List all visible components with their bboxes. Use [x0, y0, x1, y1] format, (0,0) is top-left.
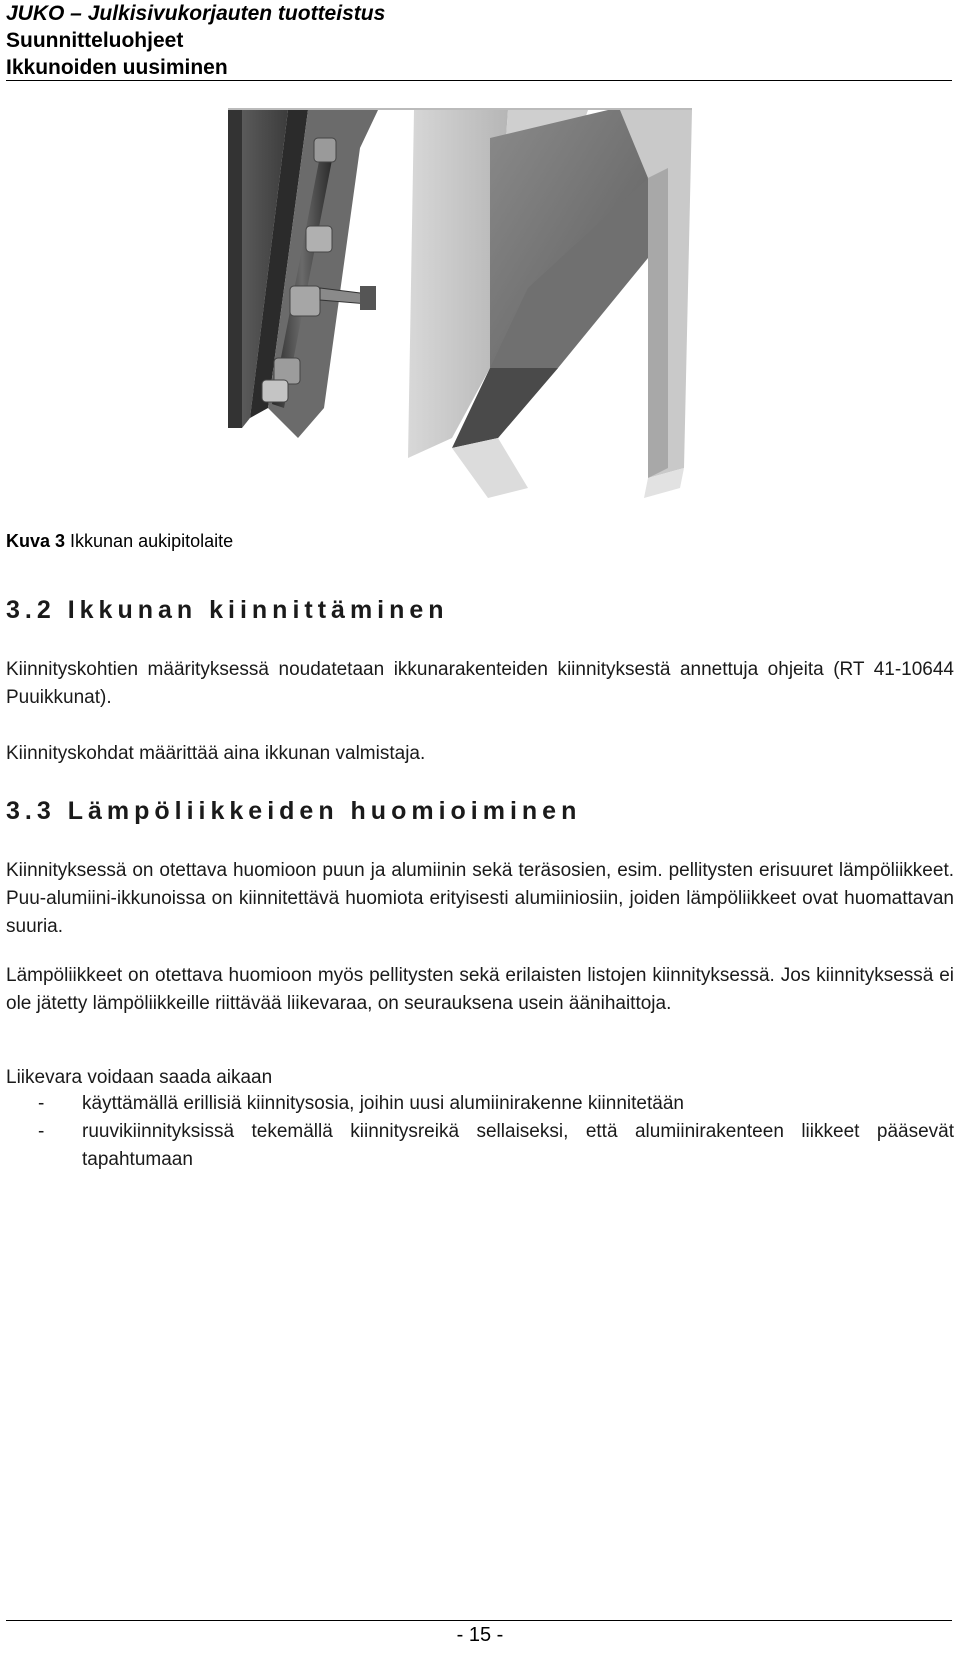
window-stay-illustration — [228, 108, 728, 508]
figure-caption — [6, 531, 233, 552]
header-divider — [6, 80, 952, 81]
page-header — [6, 0, 952, 81]
section-heading-3-3: 3.3 Lämpöliikkeiden huomioiminen — [6, 797, 582, 825]
header-doc-title: Ikkunoiden uusiminen — [6, 56, 228, 79]
liikevara-list — [6, 1090, 954, 1174]
list-bullet: - — [38, 1121, 45, 1142]
list-item-text: ruuvikiinnityksissä tekemällä kiinnitysreikä sellaiseksi, että alumiinirakenteen liikkeet pääsevät tapahtumaan — [82, 1121, 954, 1170]
section-3-3-paragraph-1: Kiinnityksessä on otettava huomioon puun ja alumiinin sekä teräsosien, esim. pellitysten erisuuret lämpöliikkeet. Puu-alumiini-ikkunoissa on kiinnitettävä huomiota erityisesti alumiiniosiin, joiden lämpöliikkeet ovat huomattavan suuria. — [6, 860, 954, 937]
footer-divider — [6, 1620, 952, 1621]
list-bullet: - — [38, 1093, 45, 1114]
header-doc-type: Suunnitteluohjeet — [6, 29, 184, 52]
header-project-title: JUKO – Julkisivukorjauten tuotteistus — [6, 2, 386, 25]
section-3-2-paragraph-2: Kiinnityskohdat määrittää aina ikkunan valmistaja. — [6, 743, 426, 764]
list-item-text: käyttämällä erillisiä kiinnitysosia, joihin uusi alumiinirakenne kiinnitetään — [82, 1093, 684, 1114]
list-item — [6, 1090, 954, 1118]
section-3-3-paragraph-3: Liikevara voidaan saada aikaan — [6, 1067, 273, 1088]
section-3-2-paragraph-1: Kiinnityskohtien määrityksessä noudatetaan ikkunarakenteiden kiinnityksestä annettuja ohjeita (RT 41-10644 Puuikkunat). — [6, 659, 954, 708]
caption-label: Kuva 3 — [6, 531, 66, 551]
section-heading-3-2: 3.2 Ikkunan kiinnittäminen — [6, 596, 449, 624]
page-number: - 15 - — [456, 1624, 504, 1646]
list-item — [6, 1118, 954, 1174]
caption-text: Ikkunan aukipitolaite — [65, 531, 234, 551]
section-3-3-paragraph-2: Lämpöliikkeet on otettava huomioon myös pellitysten sekä erilaisten listojen kiinnityksessä. Jos kiinnityksessä ei ole jätetty lämpöliikkeille riittävää liikevaraa, on seurauksena usein äänihaittoja. — [6, 965, 954, 1014]
